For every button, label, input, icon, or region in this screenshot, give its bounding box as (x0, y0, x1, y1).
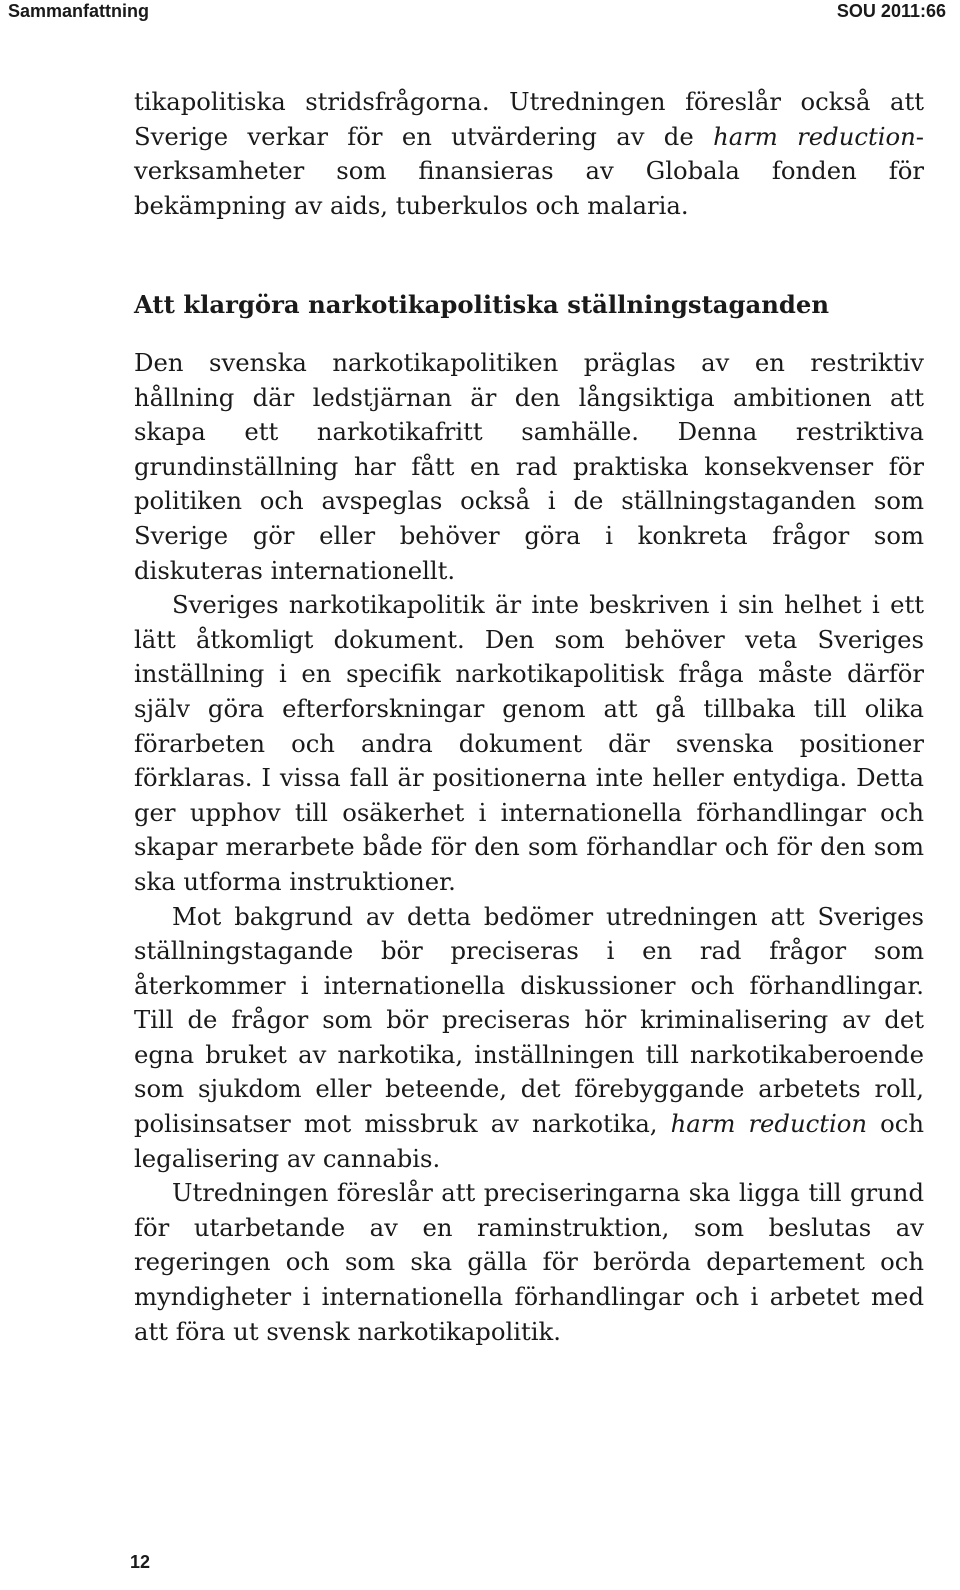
intro-italic-term: harm reduction (713, 121, 916, 151)
intro-text-part1: tikapolitiska stridsfrågorna. Utredningen föreslår också att Sverige verkar för en utvärdering av de (134, 87, 924, 151)
section-paragraph-4: Utredningen föreslår att preciseringarna ska ligga till grund för utarbetande av en raminstruktion, som beslutas av regeringen och som ska gälla för berörda departement och myndigheter i internationella förhandlingar och i arbetet med att föra ut svensk narkotikapolitik. (134, 1178, 924, 1346)
header-section-title: Sammanfattning (8, 1, 150, 21)
intro-text-part2: -verksamheter som finansieras av Globala fonden för bekämpning av aids, tuberkulos och malaria. (134, 121, 925, 220)
section-heading: Att klargöra narkotikapolitiska ställningstaganden (134, 290, 830, 319)
section-paragraph-2: Sveriges narkotikapolitik är inte beskriven i sin helhet i ett lätt åtkomligt dokument. Den som behöver veta Sveriges inställning i en specifik narkotikapolitisk fråga måste därför själv göra efterforskningar genom att gå tillbaka till olika förarbeten och andra dokument där svenska positioner förklaras. I vissa fall är positionerna inte heller entydiga. Detta ger upphov till osäkerhet i internationella förhandlingar och skapar merarbete både för den som förhandlar och för den som ska utforma instruktioner. (134, 590, 924, 896)
paragraph-3-italic-term: harm reduction (670, 1109, 868, 1139)
intro-text (134, 85, 924, 223)
section-paragraph-3 (134, 900, 924, 1177)
section-body (134, 346, 924, 1349)
paragraph-3-part1: Mot bakgrund av detta bedömer utredningen att Sveriges ställningstagande bör preciseras i en rad frågor som återkommer i internationella diskussioner och förhandlingar. Till de frågor som bör preciseras hör kriminalisering av det egna bruket av narkotika, inställningen till narkotikaberoende som sjukdom eller beteende, det förebyggande arbetets roll, polisinsatser mot missbruk av narkotika, (134, 901, 924, 1139)
paragraph-3-part2: och legalisering av cannabis. (134, 1109, 925, 1173)
intro-paragraph (134, 85, 924, 223)
header-report-id: SOU 2011:66 (836, 1, 946, 21)
page-number: 12 (130, 1552, 151, 1572)
section-paragraph-1: Den svenska narkotikapolitiken präglas av en restriktiv hållning där ledstjärnan är den långsiktiga ambitionen att skapa ett narkotikafritt samhälle. Denna restriktiva grundinställning har fått en rad praktiska konsekvenser för politiken och avspeglas också i de ställningstaganden som Sverige gör eller behöver göra i konkreta frågor som diskuteras internationellt. (134, 348, 924, 585)
running-header (0, 0, 960, 26)
